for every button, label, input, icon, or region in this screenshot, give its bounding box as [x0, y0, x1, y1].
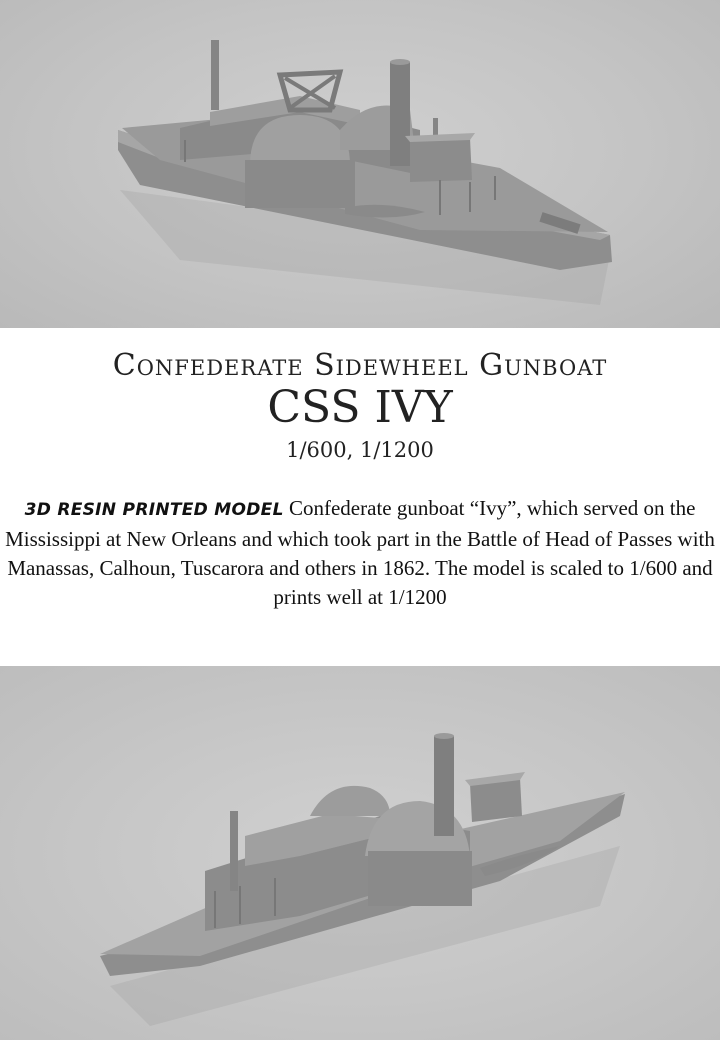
- steam-pipe-bottom: [230, 811, 238, 891]
- model-scales: 1/600, 1/1200: [286, 438, 434, 462]
- model-render-bottom: [0, 666, 720, 1040]
- description-lead: 3D RESIN PRINTED MODEL: [24, 500, 284, 520]
- model-render-top: [0, 0, 720, 328]
- model-subtitle: Confederate Sidewheel Gunboat: [112, 348, 608, 383]
- description-body: Confederate gunboat “Ivy”, which served on the Mississippi at New Orleans and which took part in the Battle of Head of Passes with Manassas, Calhoun, Tuscarora and others in 1862. The model is scaled to 1/600 and prints well at 1/1200: [5, 496, 715, 609]
- model-name: CSS IVY: [267, 382, 453, 433]
- steam-pipe: [211, 40, 219, 110]
- gunboat-render-bottom: [0, 666, 720, 1040]
- gunboat-render-top: [0, 0, 720, 328]
- smokestack-bottom: [434, 736, 454, 836]
- pilot-house: [410, 138, 472, 182]
- model-description: [4, 494, 716, 612]
- smokestack: [390, 62, 410, 166]
